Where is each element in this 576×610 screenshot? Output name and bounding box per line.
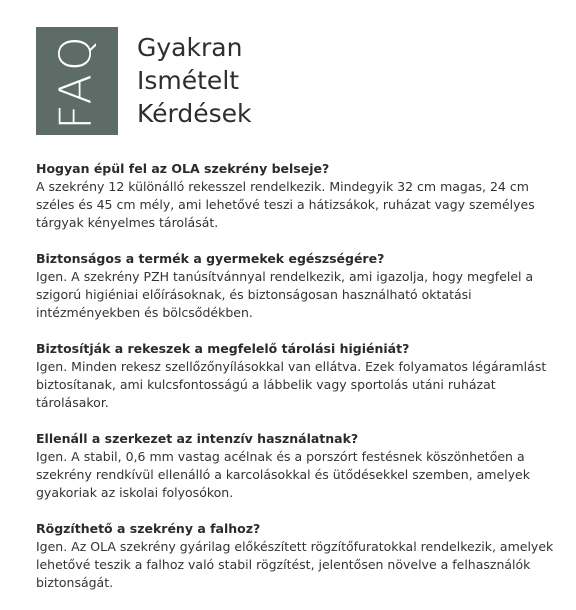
page-title (137, 31, 252, 130)
faq-question: Ellenáll a szerkezet az intenzív használatnak? (36, 431, 359, 446)
faq-item-wall-mounting (36, 520, 556, 592)
faq-badge-text: FAQ (51, 32, 103, 130)
faq-answer: Igen. Az OLA szekrény gyárilag előkészített rögzítőfuratokkal rendelkezik, amelyek lehetővé teszik a falhoz való stabil rögzítést, jelentősen növelve a felhasználók biztonságát. (36, 539, 554, 590)
faq-list (36, 160, 556, 610)
faq-answer: Igen. A stabil, 0,6 mm vastag acélnak és a porszórt festésnek köszönhetően a szekrény rendkívül ellenálló a karcolásokkal és ütődésekkel szemben, amelyek gyakoriak az iskolai folyosókon. (36, 449, 530, 500)
faq-badge (36, 27, 118, 135)
faq-item-interior (36, 160, 556, 232)
faq-answer: A szekrény 12 különálló rekesszel rendelkezik. Mindegyik 32 cm magas, 24 cm széles és 45 cm mély, ami lehetővé teszi a hátizsákok, ruházat vagy személyes tárgyak kényelmes tárolását. (36, 179, 535, 230)
title-line-2: Ismételt (137, 66, 240, 95)
faq-question: Hogyan épül fel az OLA szekrény belseje? (36, 161, 330, 176)
faq-answer: Igen. Minden rekesz szellőzőnyílásokkal van ellátva. Ezek folyamatos légáramlást biztosítanak, ami kulcsfontosságú a lábbelik vagy sportolás utáni ruházat tárolásakor. (36, 359, 547, 410)
faq-question: Biztosítják a rekeszek a megfelelő tárolási higiéniát? (36, 341, 410, 356)
faq-item-hygiene (36, 340, 556, 412)
faq-item-durability (36, 430, 556, 502)
title-line-1: Gyakran (137, 33, 243, 62)
faq-item-child-safety (36, 250, 556, 322)
faq-answer: Igen. A szekrény PZH tanúsítvánnyal rendelkezik, ami igazolja, hogy megfelel a szigorú higiéniai előírásoknak, és biztonságosan használható oktatási intézményekben és bölcsődékben. (36, 269, 534, 320)
faq-question: Biztonságos a termék a gyermekek egészségére? (36, 251, 385, 266)
title-line-3: Kérdések (137, 99, 252, 128)
faq-question: Rögzíthető a szekrény a falhoz? (36, 521, 261, 536)
faq-header (36, 27, 252, 135)
